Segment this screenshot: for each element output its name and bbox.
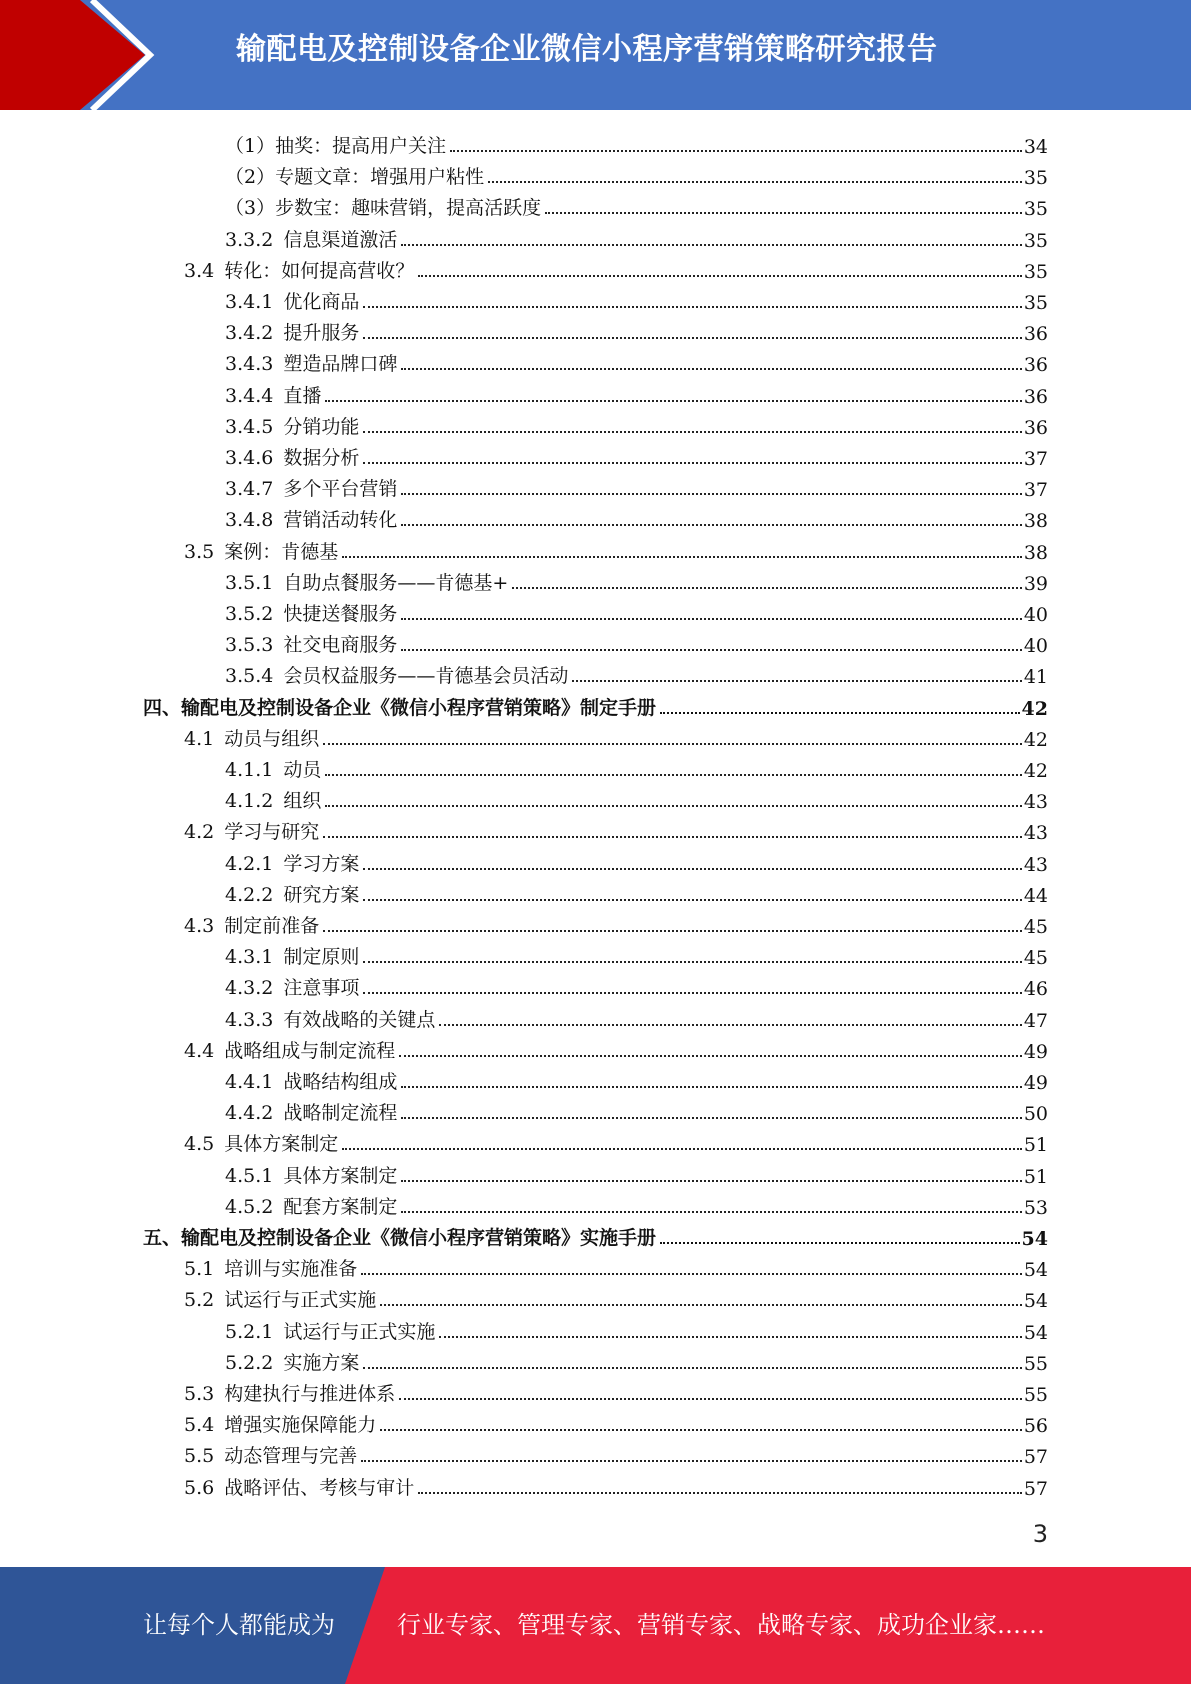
toc-dot-leader [401, 1211, 1021, 1213]
toc-entry-label [225, 287, 361, 314]
toc-entry-page: 43 [1023, 822, 1048, 845]
toc-entry-label [184, 817, 321, 844]
toc-entry-page: 56 [1023, 1415, 1048, 1438]
toc-entry-number: 3.5.3 [225, 634, 274, 657]
toc-entry-page: 55 [1023, 1352, 1048, 1375]
toc-entry-number: 3.5.1 [225, 571, 274, 594]
toc-dot-leader [401, 524, 1021, 526]
toc-entry-label [225, 568, 510, 595]
toc-entry[interactable] [184, 1250, 1048, 1281]
toc-entry[interactable] [225, 127, 1048, 158]
toc-entry-number: 四、 [143, 696, 182, 719]
toc-entry-number: 3.4.7 [225, 478, 274, 501]
toc-entry-number: 3.5.2 [225, 603, 274, 625]
toc-dot-leader [488, 181, 1022, 183]
toc-entry-page: 45 [1023, 947, 1048, 970]
toc-entry-number: 5.3 [184, 1383, 215, 1405]
toc-entry-page: 51 [1023, 1165, 1048, 1188]
toc-entry-number: 五、 [143, 1227, 182, 1249]
toc-entry-page: 35 [1023, 260, 1048, 283]
toc-dot-leader [363, 992, 1021, 994]
toc-entry-title: 输配电及控制设备企业《微信小程序营销策略》制定手册 [181, 696, 657, 719]
toc-dot-leader [401, 1117, 1021, 1119]
toc-dot-leader [323, 836, 1022, 838]
toc-dot-leader [399, 1055, 1022, 1057]
document-title: 输配电及控制设备企业微信小程序营销策略研究报告 [236, 32, 938, 67]
toc-dot-leader [401, 493, 1021, 495]
toc-entry-title: 实施方案 [283, 1351, 360, 1374]
toc-entry[interactable] [184, 1375, 1048, 1406]
toc-entry-number: 4.1.1 [225, 759, 274, 781]
toc-entry-title: 多个平台营销 [283, 478, 398, 501]
toc-entry-page: 34 [1023, 136, 1048, 158]
toc-entry-number: 4.4.2 [225, 1102, 274, 1125]
toc-entry-page: 54 [1023, 1290, 1048, 1313]
toc-entry-label [184, 1254, 359, 1281]
toc-entry[interactable] [225, 439, 1048, 470]
toc-entry-page: 36 [1023, 323, 1048, 346]
toc-entry-label [184, 1129, 340, 1156]
toc-entry-title: 战略制定流程 [283, 1102, 398, 1125]
toc-entry-label [225, 661, 570, 688]
toc-entry-page: 46 [1023, 978, 1048, 1001]
toc-entry-page: 49 [1023, 1040, 1048, 1063]
toc-entry[interactable] [225, 1094, 1048, 1125]
toc-entry-label [225, 474, 399, 501]
toc-entry[interactable] [184, 720, 1048, 751]
toc-entry-title: 输配电及控制设备企业《微信小程序营销策略》实施手册 [181, 1227, 657, 1249]
toc-entry-label [225, 1192, 399, 1219]
toc-entry[interactable] [225, 657, 1048, 688]
toc-entry-title: 制定原则 [283, 946, 360, 969]
toc-entry-number: 5.2 [184, 1289, 215, 1312]
toc-entry-label [143, 693, 658, 720]
toc-entry[interactable] [225, 751, 1048, 782]
toc-entry-title: 培训与实施准备 [224, 1258, 358, 1281]
toc-entry-number: 5.1 [184, 1258, 215, 1281]
toc-entry-page: 43 [1023, 791, 1048, 814]
toc-entry-number: 3.4.5 [225, 415, 274, 438]
toc-entry[interactable] [225, 1188, 1048, 1219]
toc-entry-label [225, 162, 486, 189]
toc-entry-title: 学习方案 [283, 852, 360, 875]
toc-entry-title: 组织 [283, 790, 322, 813]
toc-dot-leader [363, 868, 1021, 870]
toc-entry-page: 57 [1023, 1477, 1048, 1500]
toc-entry-title: 数据分析 [283, 447, 360, 469]
toc-entry-page: 36 [1023, 416, 1048, 439]
toc-dot-leader [439, 1024, 1021, 1026]
toc-entry-number: 4.4 [184, 1039, 215, 1062]
toc-entry-label [225, 1067, 399, 1094]
toc-entry-label [225, 880, 361, 907]
toc-entry-title: 战略结构组成 [283, 1071, 398, 1093]
toc-entry-number: （2） [225, 166, 276, 189]
toc-entry-label [225, 318, 361, 345]
toc-dot-leader [363, 306, 1021, 308]
toc-entry-page: 43 [1023, 853, 1048, 876]
toc-entry[interactable] [225, 283, 1048, 314]
toc-dot-leader [512, 587, 1022, 589]
toc-entry-title: 社交电商服务 [283, 634, 398, 657]
toc-entry-number: （3） [225, 197, 276, 220]
toc-entry-page: 36 [1023, 354, 1048, 377]
toc-entry-number: 4.3 [184, 915, 215, 937]
toc-entry[interactable] [225, 938, 1048, 969]
toc-entry-title: 动员与组织 [224, 727, 320, 750]
toc-entry-number: 4.3.2 [225, 977, 274, 1000]
toc-entry-title: 转化：如何提高营收？ [224, 259, 415, 282]
toc-entry-label [225, 505, 399, 532]
toc-entry-page: 35 [1023, 229, 1048, 252]
toc-entry-label [225, 412, 361, 439]
toc-entry[interactable] [143, 689, 1048, 720]
toc-dot-leader [325, 805, 1021, 807]
toc-entry-number: 4.3.3 [225, 1008, 274, 1031]
toc-entry[interactable] [225, 221, 1048, 252]
toc-entry-page: 49 [1023, 1072, 1048, 1094]
toc-entry-title: 会员权益服务——肯德基会员活动 [283, 665, 569, 688]
toc-entry-title: 构建执行与推进体系 [224, 1383, 396, 1405]
toc-entry-title: 注意事项 [283, 977, 360, 1000]
page-footer [0, 1567, 1191, 1684]
toc-dot-leader [363, 899, 1021, 901]
toc-entry-number: 3.4 [184, 259, 215, 282]
toc-entry-number: 4.5.2 [225, 1195, 274, 1218]
toc-dot-leader [572, 680, 1021, 682]
toc-entry-number: 3.4.2 [225, 322, 274, 345]
toc-dot-leader [363, 462, 1021, 464]
toc-dot-leader [401, 649, 1021, 651]
toc-entry-number: 3.4.1 [225, 291, 274, 313]
toc-entry-number: 4.2.1 [225, 852, 274, 875]
toc-entry[interactable] [225, 189, 1048, 220]
toc-dot-leader [450, 150, 1022, 152]
toc-dot-leader [380, 1304, 1022, 1306]
toc-entry-label [184, 1410, 378, 1437]
toc-entry-page: 55 [1023, 1384, 1048, 1406]
toc-entry-page: 35 [1023, 292, 1048, 314]
toc-entry-page: 42 [1023, 760, 1048, 782]
toc-entry-page: 38 [1023, 510, 1048, 533]
toc-entry-page: 35 [1023, 198, 1048, 221]
toc-entry-page: 54 [1021, 1228, 1048, 1250]
toc-entry-number: 5.5 [184, 1445, 215, 1468]
toc-dot-leader [342, 1148, 1022, 1150]
toc-entry-title: 专题文章：增强用户粘性 [275, 166, 485, 189]
toc-entry-title: 配套方案制定 [283, 1195, 398, 1218]
page-header [0, 0, 1191, 110]
toc-entry[interactable] [225, 1344, 1048, 1375]
toc-entry[interactable] [184, 907, 1048, 938]
toc-entry-page: 57 [1023, 1446, 1048, 1469]
toc-entry-page: 38 [1023, 541, 1048, 564]
toc-entry-number: 5.6 [184, 1476, 215, 1499]
toc-entry-title: 塑造品牌口碑 [283, 353, 398, 376]
page-number: 3 [1032, 1520, 1048, 1548]
toc-entry-page: 54 [1023, 1321, 1048, 1344]
toc-entry-page: 36 [1023, 385, 1048, 408]
toc-entry-label [184, 1473, 416, 1500]
toc-entry-title: 营销活动转化 [283, 509, 398, 532]
toc-entry-label [225, 1317, 437, 1344]
toc-entry-label [184, 1285, 378, 1312]
toc-entry-title: 有效战略的关键点 [283, 1008, 436, 1031]
toc-entry-page: 42 [1023, 728, 1048, 751]
toc-entry-page: 40 [1023, 635, 1048, 658]
toc-entry-page: 44 [1023, 884, 1048, 907]
toc-entry-label [225, 849, 361, 876]
toc-dot-leader [325, 774, 1021, 776]
toc-dot-leader [439, 1336, 1021, 1338]
toc-entry[interactable] [184, 252, 1048, 283]
toc-entry-number: 3.4.4 [225, 384, 274, 407]
toc-dot-leader [363, 337, 1021, 339]
toc-entry-title: 学习与研究 [224, 821, 320, 844]
toc-entry[interactable] [225, 501, 1048, 532]
toc-entry-label [225, 1348, 361, 1375]
toc-dot-leader [399, 1398, 1022, 1400]
toc-entry-title: 抽奖：提高用户关注 [275, 135, 447, 157]
toc-entry-page: 42 [1021, 697, 1048, 720]
toc-entry-title: 信息渠道激活 [283, 228, 398, 251]
toc-dot-leader [545, 212, 1022, 214]
toc-entry[interactable] [225, 876, 1048, 907]
toc-entry-number: 3.4.6 [225, 447, 274, 469]
toc-dot-leader [401, 1180, 1021, 1182]
toc-entry-title: 直播 [283, 384, 322, 407]
toc-entry-number: 4.2 [184, 821, 215, 844]
toc-entry-label [225, 755, 323, 782]
footer-slogan-left: 让每个人都能成为 [143, 1611, 335, 1639]
toc-entry[interactable] [225, 782, 1048, 813]
toc-entry-page: 47 [1023, 1009, 1048, 1032]
toc-entry-label [184, 1036, 397, 1063]
toc-entry-label [184, 1379, 397, 1406]
toc-entry-title: 增强实施保障能力 [224, 1414, 377, 1437]
toc-entry-number: 5.4 [184, 1414, 215, 1437]
toc-entry-title: 自助点餐服务——肯德基+ [283, 571, 509, 594]
toc-entry-label [225, 349, 399, 376]
toc-entry[interactable] [225, 845, 1048, 876]
toc-entry[interactable] [225, 408, 1048, 439]
toc-entry-label [184, 256, 416, 283]
toc-entry-title: 分销功能 [283, 415, 360, 438]
toc-entry-label [225, 942, 361, 969]
toc-entry-number: （1） [225, 135, 276, 157]
toc-entry-title: 动态管理与完善 [224, 1445, 358, 1468]
toc-entry-page: 37 [1023, 448, 1048, 470]
toc-dot-leader [660, 712, 1020, 714]
toc-entry-number: 4.3.1 [225, 946, 274, 969]
toc-entry-label [225, 1098, 399, 1125]
toc-dot-leader [418, 275, 1022, 277]
toc-entry[interactable] [225, 345, 1048, 376]
toc-entry[interactable] [184, 1125, 1048, 1156]
toc-entry-number: 5.2.2 [225, 1351, 274, 1374]
toc-entry-number: 3.3.2 [225, 228, 274, 251]
toc-dot-leader [342, 556, 1022, 558]
toc-entry-title: 优化商品 [283, 291, 360, 313]
toc-dot-leader [323, 930, 1022, 932]
toc-entry-label [225, 1161, 399, 1188]
toc-entry-title: 案例：肯德基 [224, 540, 339, 563]
toc-entry-label [225, 973, 361, 1000]
toc-entry-page: 45 [1023, 916, 1048, 938]
toc-entry-page: 37 [1023, 479, 1048, 502]
toc-entry-label [225, 225, 399, 252]
toc-dot-leader [363, 1367, 1021, 1369]
toc-entry[interactable] [225, 1063, 1048, 1094]
toc-dot-leader [401, 1086, 1021, 1088]
toc-entry-title: 快捷送餐服务 [283, 603, 398, 625]
footer-slogan-right: 行业专家、管理专家、营销专家、战略专家、成功企业家…… [397, 1611, 1045, 1639]
toc-dot-leader [401, 368, 1021, 370]
toc-entry-label [225, 381, 323, 408]
toc-entry-label [184, 724, 321, 751]
toc-dot-leader [401, 618, 1021, 620]
toc-entry-label [225, 131, 448, 158]
toc-entry[interactable] [225, 470, 1048, 501]
toc-entry-page: 35 [1023, 167, 1048, 190]
toc-entry-number: 4.4.1 [225, 1071, 274, 1093]
toc-entry[interactable] [225, 626, 1048, 657]
toc-entry-number: 3.5 [184, 540, 215, 563]
toc-entry-number: 5.2.1 [225, 1320, 274, 1343]
toc-dot-leader [361, 1273, 1022, 1275]
toc-dot-leader [363, 961, 1021, 963]
toc-entry[interactable] [184, 1406, 1048, 1437]
toc-dot-leader [401, 244, 1021, 246]
toc-entry[interactable] [225, 1313, 1048, 1344]
toc-entry[interactable] [225, 314, 1048, 345]
toc-entry[interactable] [225, 1157, 1048, 1188]
toc-entry-title: 战略评估、考核与审计 [224, 1476, 415, 1499]
toc-entry[interactable] [225, 377, 1048, 408]
toc-entry-label [184, 911, 321, 938]
toc-entry-label [225, 786, 323, 813]
toc-entry-label [225, 630, 399, 657]
toc-entry-title: 具体方案制定 [224, 1133, 339, 1156]
toc-entry[interactable] [184, 1032, 1048, 1063]
toc-entry-label [225, 443, 361, 470]
toc-entry-label [184, 537, 340, 564]
toc-entry-number: 4.1.2 [225, 790, 274, 813]
toc-entry-page: 51 [1023, 1134, 1048, 1157]
toc-entry-page: 50 [1023, 1103, 1048, 1126]
toc-dot-leader [325, 400, 1021, 402]
toc-entry-number: 4.5 [184, 1133, 215, 1156]
toc-entry-page: 53 [1023, 1196, 1048, 1219]
toc-entry-title: 制定前准备 [224, 915, 320, 937]
toc-entry-title: 动员 [283, 759, 322, 781]
toc-entry[interactable] [225, 564, 1048, 595]
toc-entry[interactable] [184, 1281, 1048, 1312]
toc-entry-title: 步数宝：趣味营销，提高活跃度 [275, 197, 542, 220]
toc-entry-number: 3.4.3 [225, 353, 274, 376]
toc-entry-title: 提升服务 [283, 322, 360, 345]
toc-dot-leader [660, 1242, 1020, 1244]
toc-entry-label [225, 599, 399, 626]
toc-entry-number: 4.5.1 [225, 1164, 274, 1187]
toc-dot-leader [363, 431, 1021, 433]
toc-entry[interactable] [184, 533, 1048, 564]
toc-entry[interactable] [184, 813, 1048, 844]
toc-dot-leader [323, 743, 1022, 745]
toc-entry-title: 战略组成与制定流程 [224, 1039, 396, 1062]
toc-entry-page: 39 [1023, 572, 1048, 595]
toc-entry-number: 4.2.2 [225, 883, 274, 906]
toc-dot-leader [418, 1492, 1022, 1494]
toc-entry-title: 试运行与正式实施 [224, 1289, 377, 1312]
toc-dot-leader [361, 1460, 1022, 1462]
toc-entry[interactable] [184, 1437, 1048, 1468]
toc-entry[interactable] [225, 595, 1048, 626]
toc-dot-leader [380, 1429, 1022, 1431]
toc-entry-number: 3.4.8 [225, 509, 274, 532]
toc-entry-page: 54 [1023, 1259, 1048, 1282]
toc-entry[interactable] [143, 1219, 1048, 1250]
toc-entry-number: 4.1 [184, 727, 215, 750]
toc-entry-page: 41 [1023, 666, 1048, 689]
toc-entry-page: 40 [1023, 604, 1048, 626]
toc-entry[interactable] [225, 1001, 1048, 1032]
toc-entry-title: 试运行与正式实施 [283, 1320, 436, 1343]
toc-entry-title: 具体方案制定 [283, 1164, 398, 1187]
toc-entry[interactable] [184, 1469, 1048, 1500]
toc-entry-title: 研究方案 [283, 883, 360, 906]
toc-entry[interactable] [225, 969, 1048, 1000]
toc-entry[interactable] [225, 158, 1048, 189]
toc-entry-number: 3.5.4 [225, 665, 274, 688]
toc-entry-label [225, 193, 543, 220]
toc-entry-label [225, 1005, 437, 1032]
toc-entry-label [184, 1441, 359, 1468]
toc-entry-label [143, 1223, 658, 1250]
